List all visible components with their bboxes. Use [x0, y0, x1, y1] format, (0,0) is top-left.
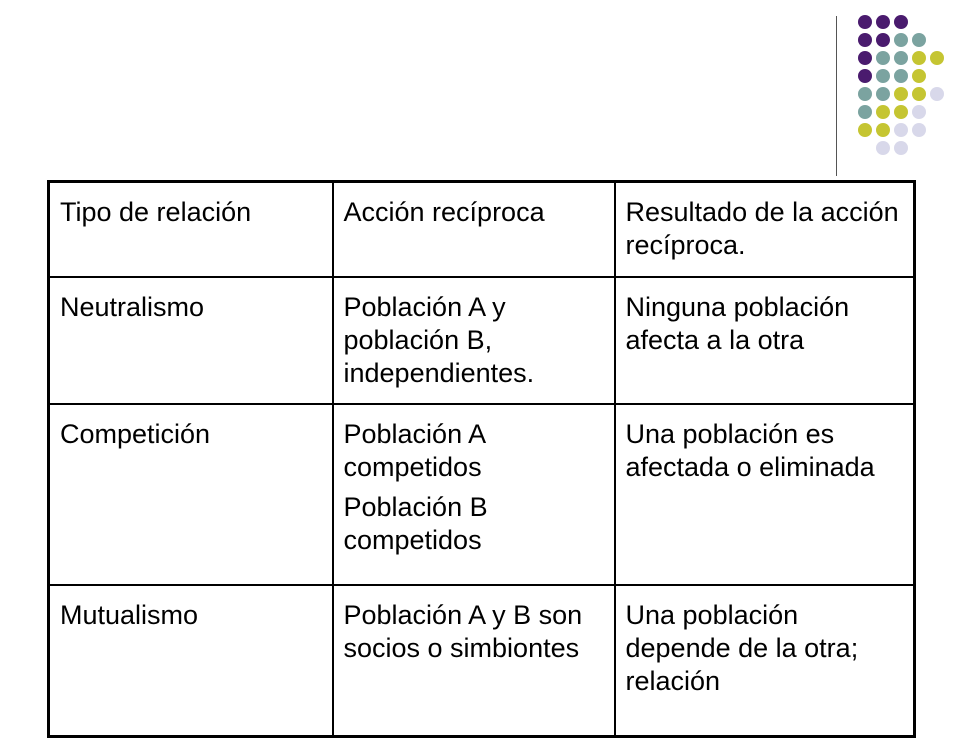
cell-action [333, 277, 615, 404]
decorative-dot [930, 51, 944, 65]
decorative-dot [876, 123, 890, 137]
cell-action [333, 585, 615, 737]
decorative-dot [876, 87, 890, 101]
decorative-dot [894, 69, 908, 83]
header-cell-result: Resultado de la acción recíproca. [615, 182, 915, 278]
decorative-dot [876, 69, 890, 83]
decorative-dot [858, 105, 872, 119]
cell-type: Mutualismo [49, 585, 333, 737]
decorative-dot [858, 69, 872, 83]
cell-result: Ninguna población afecta a la otra [615, 277, 915, 404]
decorative-dot [876, 33, 890, 47]
table-row [49, 277, 915, 404]
ecological-relations-table [47, 180, 916, 738]
decorative-dot [858, 51, 872, 65]
decorative-dot [894, 105, 908, 119]
decorative-divider-line [836, 16, 837, 176]
decorative-dot [876, 15, 890, 29]
decorative-dot [912, 87, 926, 101]
decorative-dot [912, 51, 926, 65]
decorative-dot [912, 69, 926, 83]
decorative-dot [894, 123, 908, 137]
decorative-dot [894, 87, 908, 101]
decorative-dot [858, 87, 872, 101]
cell-action-text: Población A competidos [343, 419, 485, 482]
decorative-dot [912, 105, 926, 119]
decorative-dot [912, 33, 926, 47]
cell-result: Una población es afectada o eliminada [615, 404, 915, 585]
decorative-dot [876, 141, 890, 155]
decorative-dot [858, 33, 872, 47]
table-row [49, 585, 915, 737]
cell-action [333, 404, 615, 585]
cell-type: Neutralismo [49, 277, 333, 404]
decorative-dot [894, 15, 908, 29]
decorative-dot [894, 33, 908, 47]
cell-action-text: Población A y población B, independientes. [343, 292, 535, 388]
decorative-dot [876, 105, 890, 119]
cell-action-text: Población A y B son socios o simbiontes [343, 600, 583, 663]
decorative-dot [894, 51, 908, 65]
decorative-dot [858, 15, 872, 29]
cell-action-text: Población B competidos [343, 492, 488, 555]
decorative-dot [876, 51, 890, 65]
table-row [49, 404, 915, 585]
header-cell-type: Tipo de relación [49, 182, 333, 278]
header-cell-action: Acción recíproca [333, 182, 615, 278]
decorative-dot [894, 141, 908, 155]
decorative-dot [858, 123, 872, 137]
decorative-dot [930, 87, 944, 101]
table-header-row [49, 182, 915, 278]
decorative-dot [912, 123, 926, 137]
decorative-dot-grid [0, 0, 960, 180]
cell-type: Competición [49, 404, 333, 585]
cell-result: Una población depende de la otra; relación [615, 585, 915, 737]
